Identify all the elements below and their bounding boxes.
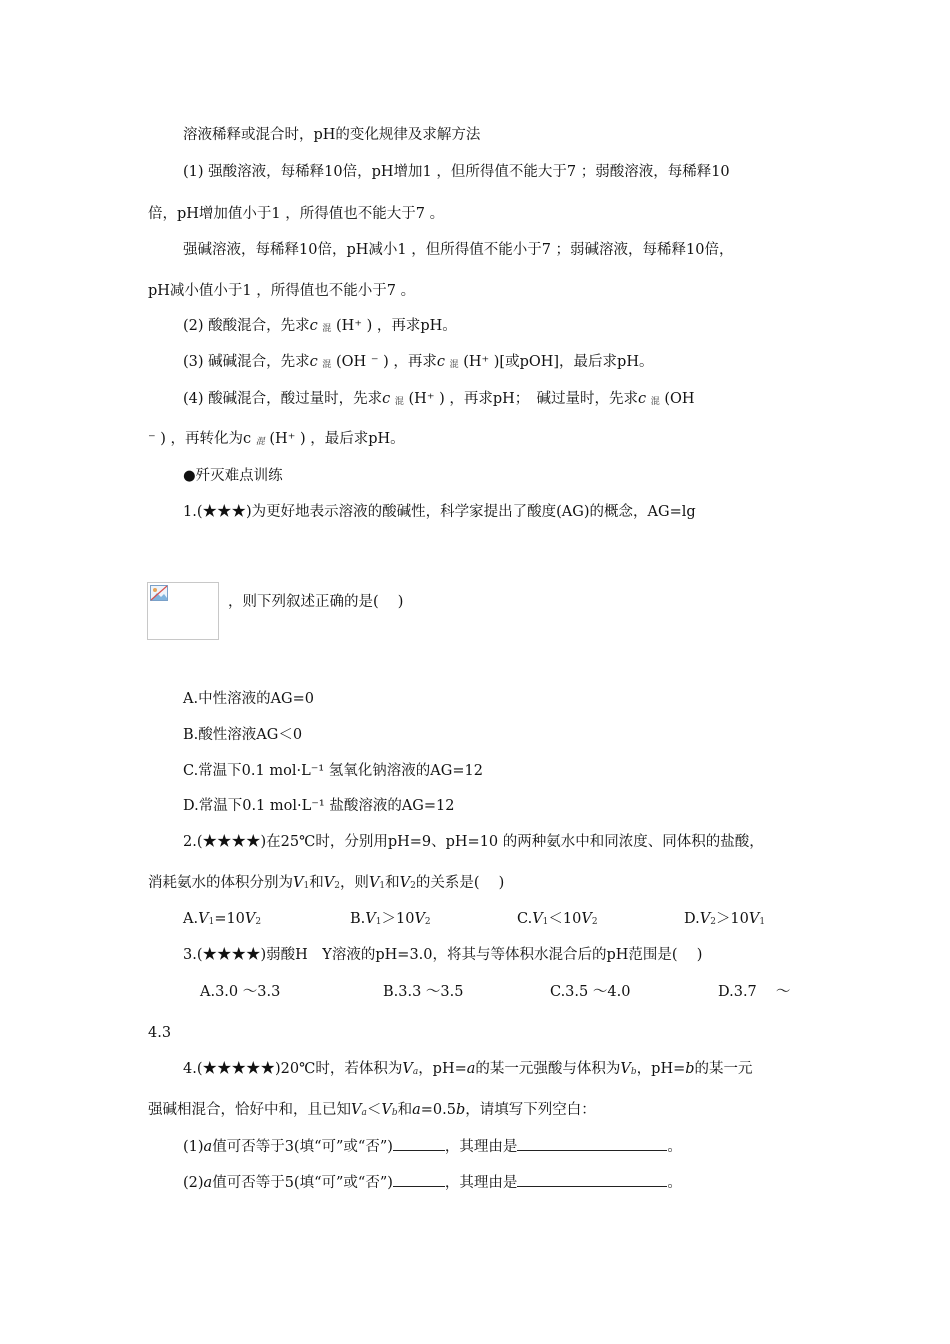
rule-1-line-c: 强碱溶液，每稀释10倍，pH减小1 ，但所得值不能小于7 ；弱碱溶液，每稀释10倍， [183,242,734,258]
rule-4-line-a: (4) 酸碱混合，酸过量时，先求c 混 (H⁺ ) ，再求pH； 碱过量时，先求c 混 (OH [183,391,695,407]
question-1-tail: ，则下列叙述正确的是( ) [228,594,404,610]
rule-3: (3) 碱碱混合，先求c 混 (OH ⁻ ) ，再求c 混 (H⁺ )[或pOH]，最后求pH。 [183,354,654,370]
question-2-stem-a: 2.(★★★★)在25℃时，分别用pH=9、pH=10 的两种氨水中和同浓度、同体积的盐酸， [183,834,764,850]
question-3-stem: 3.(★★★★)弱酸H Y溶液的pH=3.0，将其与等体积水混合后的pH范围是( ) [183,947,703,963]
question-4-part-1: (1)a值可否等于3(填“可”或“否”) ，其理由是 。 [183,1136,682,1157]
q2-option-c: C.V1＜10V2 [517,911,598,927]
rule-1-line-b: 倍，pH增加值小于1 ，所得值也不能大于7 。 [148,206,445,222]
question-4-stem-a: 4.(★★★★★)20℃时，若体积为Va，pH=a的某一元强酸与体积为Vb，pH=b的某一元 [183,1061,753,1077]
section-title: 溶液稀释或混合时，pH的变化规律及求解方法 [183,127,481,143]
formula-image-placeholder [147,582,219,640]
q3-option-b: B.3.3 ～3.5 [383,984,464,1000]
answer-blank-1[interactable] [393,1136,445,1151]
answer-blank-2[interactable] [393,1172,445,1187]
q3-option-c: C.3.5 ～4.0 [550,984,631,1000]
question-1-stem: 1.(★★★)为更好地表示溶液的酸碱性，科学家提出了酸度(AG)的概念，AG=lg [183,504,696,520]
rule-4-line-b: ⁻ ) ，再转化为c 混 (H⁺ ) ，最后求pH。 [148,431,405,447]
broken-image-icon [150,585,168,601]
q1-option-d: D.常温下0.1 mol·L⁻¹ 盐酸溶液的AG=12 [183,798,455,814]
q1-option-a: A.中性溶液的AG=0 [183,691,315,707]
reason-blank-2[interactable] [517,1172,667,1187]
question-2-stem-b: 消耗氨水的体积分别为V1和V2，则V1和V2的关系是( ) [148,875,505,891]
q1-option-b: B.酸性溶液AG＜0 [183,727,303,743]
question-4-stem-b: 强碱相混合，恰好中和，且已知Va＜Vb和a=0.5b，请填写下列空白： [148,1102,596,1118]
q3-option-d: D.3.7 ～ [718,984,791,1000]
q2-option-d: D.V2＞10V1 [684,911,766,927]
q1-option-c: C.常温下0.1 mol·L⁻¹ 氢氧化钠溶液的AG=12 [183,763,483,779]
reason-blank-1[interactable] [517,1136,667,1151]
rule-2: (2) 酸酸混合，先求c 混 (H⁺ ) ，再求pH。 [183,318,457,334]
rule-1-line-a: (1) 强酸溶液，每稀释10倍，pH增加1 ，但所得值不能大于7 ；弱酸溶液，每稀释10 [183,164,730,180]
q2-option-a: A.V1=10V2 [183,911,262,927]
q3-option-d-cont: 4.3 [148,1025,172,1041]
q2-option-b: B.V1＞10V2 [350,911,431,927]
training-heading: ●歼灭难点训练 [183,468,283,484]
q3-option-a: A.3.0 ～3.3 [200,984,281,1000]
question-4-part-2: (2)a值可否等于5(填“可”或“否”) ，其理由是 。 [183,1172,682,1193]
rule-1-line-d: pH减小值小于1 ，所得值也不能小于7 。 [148,283,416,299]
